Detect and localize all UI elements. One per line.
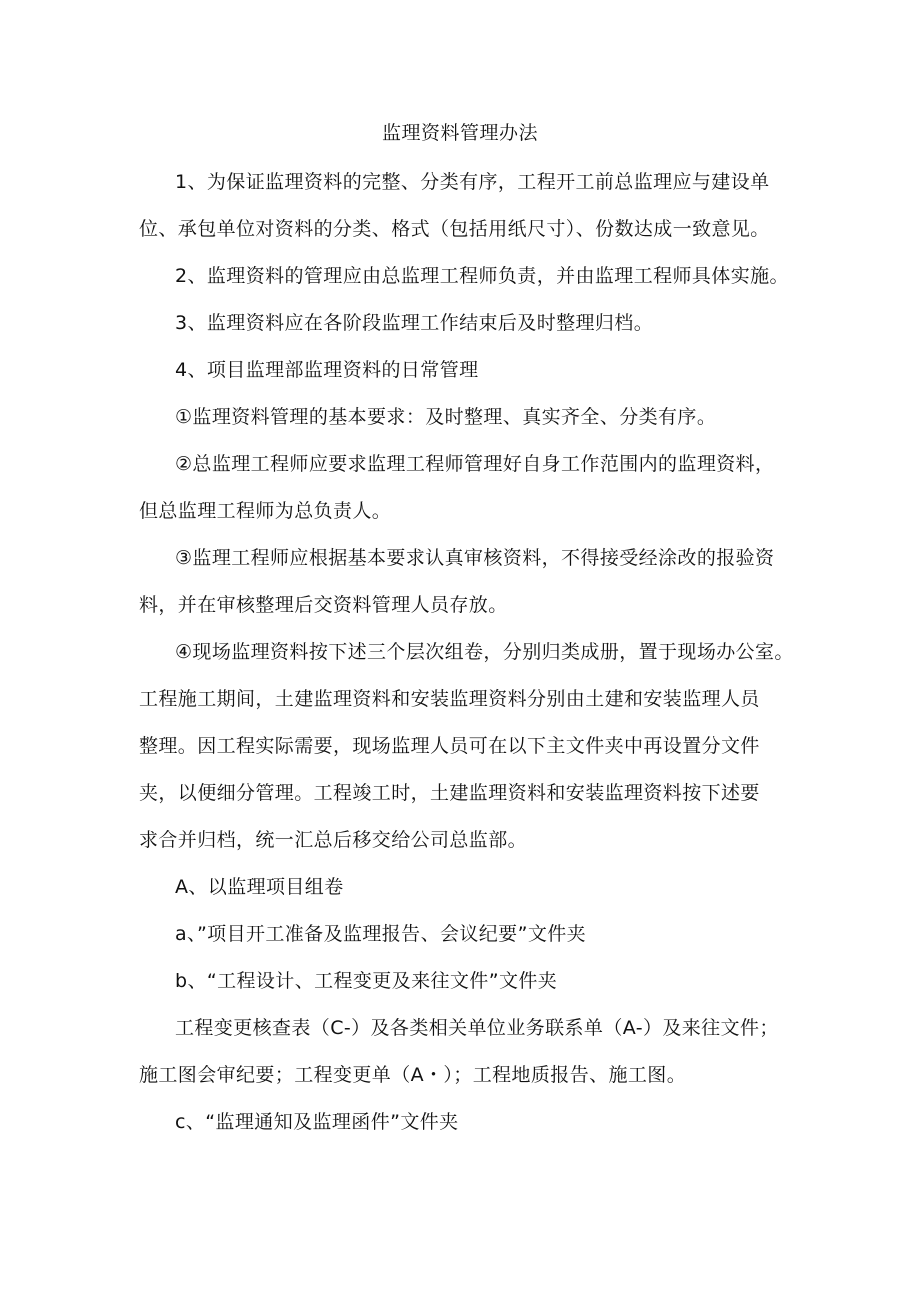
paragraph-line: 整理。因工程实际需要，现场监理人员可在以下主文件夹中再设置分文件 <box>139 735 760 757</box>
paragraph-line: ④现场监理资料按下述三个层次组卷，分别归类成册，置于现场办公室。 <box>175 641 794 663</box>
section-heading: 4、项目监理部监理资料的日常管理 <box>175 359 479 381</box>
paragraph-line: ①监理资料管理的基本要求：及时整理、真实齐全、分类有序。 <box>175 406 717 428</box>
document-body <box>139 162 794 1149</box>
paragraph-line: 2、监理资料的管理应由总监理工程师负责，并由监理工程师具体实施。 <box>175 265 789 287</box>
paragraph-line: 料，并在审核整理后交资料管理人员存放。 <box>139 594 508 616</box>
folder-item: a、”项目开工准备及监理报告、会议纪要”文件夹 <box>175 923 587 945</box>
paragraph-line: 夹，以便细分管理。工程竣工时，土建监理资料和安装监理资料按下述要 <box>139 782 760 804</box>
paragraph-line: 但总监理工程师为总负责人。 <box>139 500 392 522</box>
paragraph-line: 3、监理资料应在各阶段监理工作结束后及时整理归档。 <box>175 312 654 334</box>
paragraph-line: ②总监理工程师应要求监理工程师管理好自身工作范围内的监理资料， <box>175 453 775 475</box>
paragraph-line: 施工图会审纪要；工程变更单（A・）；工程地质报告、施工图。 <box>139 1064 687 1086</box>
paragraph-line: ③监理工程师应根据基本要求认真审核资料，不得接受经涂改的报验资 <box>175 547 775 569</box>
section-heading: A、以监理项目组卷 <box>175 876 344 898</box>
paragraph-line: 工程变更核查表（C-）及各类相关单位业务联系单（A-）及来往文件； <box>175 1017 779 1039</box>
folder-item: b、“工程设计、工程变更及来往文件”文件夹 <box>175 970 558 992</box>
paragraph-line: 工程施工期间，土建监理资料和安装监理资料分别由土建和安装监理人员 <box>139 688 760 710</box>
paragraph-line: 求合并归档，统一汇总后移交给公司总监部。 <box>139 829 528 851</box>
paragraph-line: 1、为保证监理资料的完整、分类有序，工程开工前总监理应与建设单 <box>175 171 770 193</box>
document-title: 监理资料管理办法 <box>381 122 538 144</box>
paragraph-line: 位、承包单位对资料的分类、格式（包括用纸尺寸）、份数达成一致意见。 <box>139 218 770 240</box>
folder-item: c、“监理通知及监理函件”文件夹 <box>175 1111 459 1133</box>
